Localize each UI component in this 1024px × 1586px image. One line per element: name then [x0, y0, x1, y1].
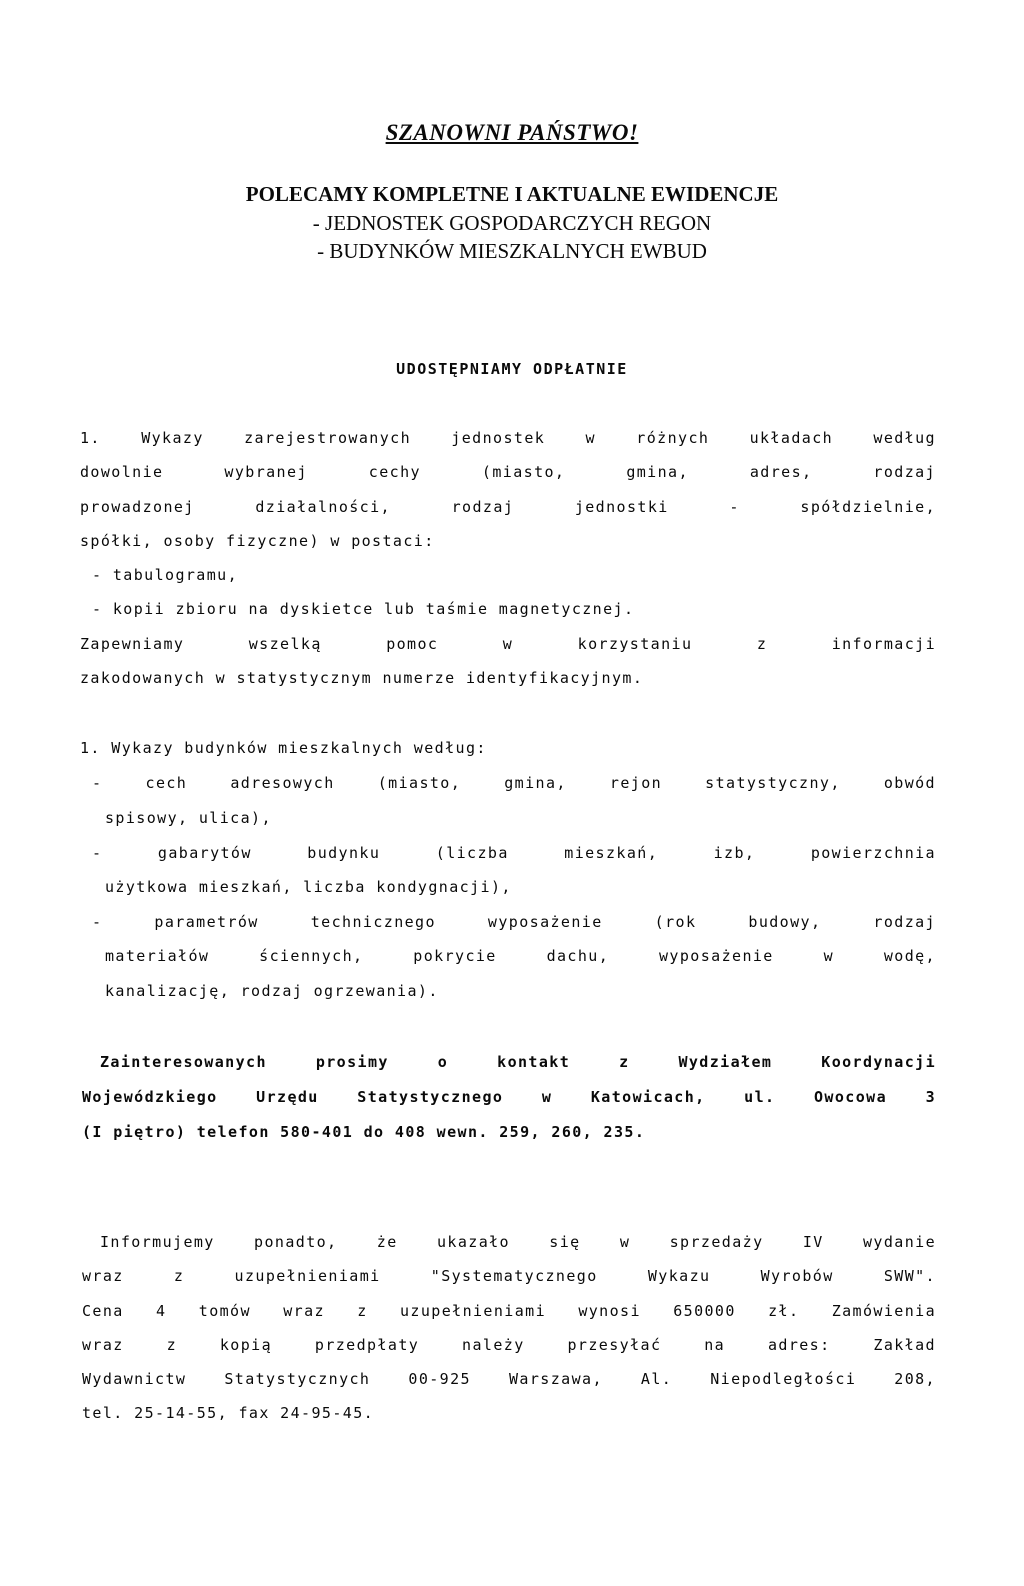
ewbud-list-item: - cech adresowych (miasto, gmina, rejon statystyczny, obwód [92, 774, 936, 792]
info-line: Informujemy ponadto, że ukazało się w sprzedaży IV wydanie [100, 1233, 936, 1251]
regon-paragraph-line: dowolnie wybranej cechy (miasto, gmina, adres, rodzaj [80, 463, 936, 481]
subheading-paid-access: UDOSTĘPNIAMY ODPŁATNIE [396, 360, 628, 378]
regon-paragraph-line: spółki, osoby fizyczne) w postaci: [80, 532, 435, 550]
regon-paragraph-line: Zapewniamy wszelką pomoc w korzystaniu z informacji [80, 635, 936, 653]
info-line: tel. 25-14-55, fax 24-95-45. [82, 1404, 375, 1422]
info-line: wraz z kopią przedpłaty należy przesyłać na adres: Zakład [82, 1336, 936, 1354]
regon-paragraph-line: zakodowanych w statystycznym numerze identyfikacyjnym. [80, 669, 644, 687]
regon-paragraph-line: prowadzonej działalności, rodzaj jednostki - spółdzielnie, [80, 498, 936, 516]
contact-line: Zainteresowanych prosimy o kontakt z Wydziałem Koordynacji [100, 1053, 936, 1071]
headline-main: POLECAMY KOMPLETNE I AKTUALNE EWIDENCJE [245, 182, 779, 206]
ewbud-paragraph-line: 1. Wykazy budynków mieszkalnych według: [80, 739, 487, 757]
ewbud-list-item: użytkowa mieszkań, liczba kondygnacji), [105, 878, 512, 896]
regon-paragraph-line: 1. Wykazy zarejestrowanych jednostek w różnych układach według [80, 429, 936, 447]
info-line: Cena 4 tomów wraz z uzupełnieniami wynosi 650000 zł. Zamówienia [82, 1302, 936, 1320]
headline-ewbud: - BUDYNKÓW MIESZKALNYCH EWBUD [317, 239, 707, 263]
info-line: Wydawnictw Statystycznych 00-925 Warszawa, Al. Niepodległości 208, [82, 1370, 936, 1388]
contact-line: Wojewódzkiego Urzędu Statystycznego w Katowicach, ul. Owocowa 3 [82, 1088, 936, 1106]
regon-list-item: - kopii zbioru na dyskietce lub taśmie magnetycznej. [92, 600, 635, 618]
ewbud-list-item: spisowy, ulica), [105, 809, 272, 827]
regon-list-item: - tabulogramu, [92, 566, 239, 584]
info-line: wraz z uzupełnieniami "Systematycznego Wykazu Wyrobów SWW". [82, 1267, 936, 1285]
greeting-title: SZANOWNI PAŃSTWO! [385, 120, 639, 145]
ewbud-list-item: - gabarytów budynku (liczba mieszkań, izb, powierzchnia [92, 844, 936, 862]
ewbud-list-item: - parametrów technicznego wyposażenie (rok budowy, rodzaj [92, 913, 936, 931]
ewbud-list-item: materiałów ściennych, pokrycie dachu, wyposażenie w wodę, [105, 947, 936, 965]
headline-regon: - JEDNOSTEK GOSPODARCZYCH REGON [312, 211, 712, 235]
ewbud-list-item: kanalizację, rodzaj ogrzewania). [105, 982, 439, 1000]
contact-line: (I piętro) telefon 580-401 do 408 wewn. 259, 260, 235. [82, 1123, 646, 1141]
